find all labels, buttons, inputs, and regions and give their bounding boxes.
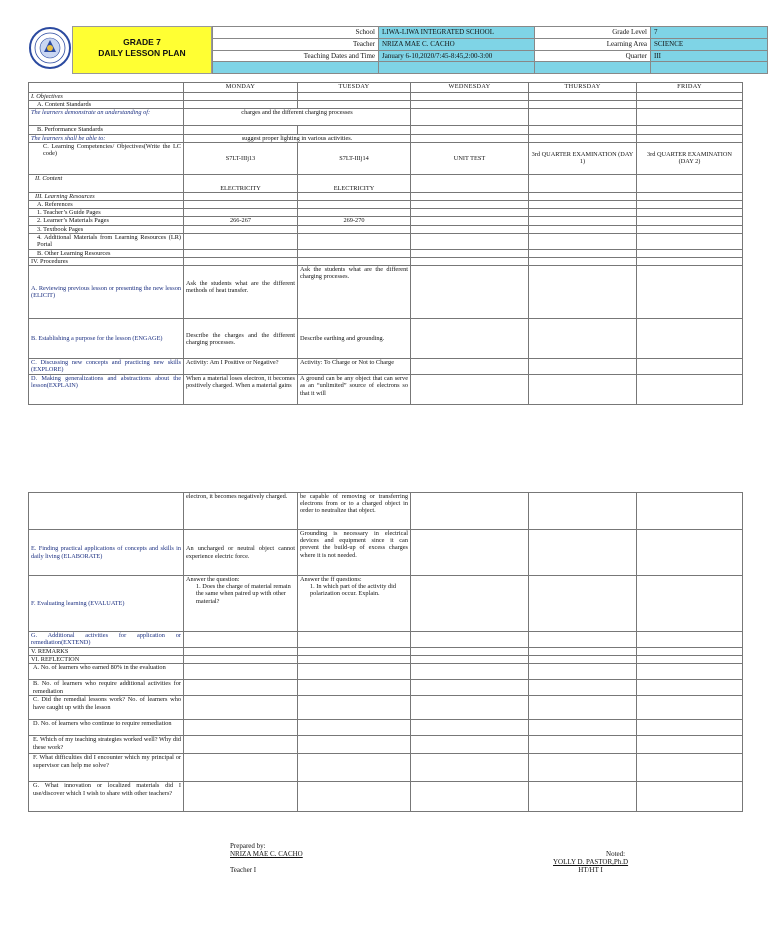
procedure-b-label: B. Establishing a purpose for the lesson (ENGAGE) — [29, 319, 184, 359]
teacher-guide-row: 1. Teacher’s Guide Pages — [29, 209, 184, 217]
procedure-d-tuesday-cont: be capable of removing or transferring electrons from or to a charged object in order to neutralize that object. — [298, 493, 411, 530]
procedure-a-label: A. Reviewing previous lesson or presenting the new lesson (ELICIT) — [29, 266, 184, 319]
objectives-heading: I. Objectives — [29, 93, 184, 101]
reflection-a: A. No. of learners who earned 80% in the evaluation — [29, 664, 184, 680]
procedure-f-tuesday-item: 1. In which part of the activity did polarization occur. Explain. — [310, 583, 397, 598]
reflection-c: C. Did the remedial lessons work? No. of learners who have caught up with the lesson — [29, 696, 184, 720]
procedure-e-tuesday: Grounding is necessary in electrical devices and equipment since it can prevent the build-up of excess charges where it is not needed. — [298, 530, 411, 576]
lesson-table-part1 — [28, 82, 743, 405]
lr-portal-row: 4. Additional Materials from Learning Resources (LR) Portal — [29, 233, 184, 249]
empty-corner-cell — [29, 83, 184, 93]
day-header-wednesday: WEDNESDAY — [411, 83, 529, 93]
content-heading: II. Content — [29, 174, 184, 192]
info-table — [212, 26, 768, 74]
learners-able-label: The learners shall be able to: — [29, 134, 184, 142]
grade-title: GRADE 7 — [123, 37, 161, 47]
teacher-label: Teacher — [213, 38, 379, 50]
reflection-heading: VI. REFLECTION — [29, 656, 184, 664]
competency-monday: S7LT-IIIj13 — [184, 142, 298, 174]
procedure-c-monday: Activity: Am I Positive or Negative? — [184, 359, 298, 375]
learning-area-value: SCIENCE — [651, 38, 768, 50]
day-header-friday: FRIDAY — [637, 83, 743, 93]
procedure-d-monday: When a material loses electron, it becomes positively charged. When a material gains — [184, 375, 298, 405]
grade-level-value: 7 — [651, 27, 768, 39]
school-label: School — [213, 27, 379, 39]
learner-materials-row: 2. Learner’s Materials Pages — [29, 217, 184, 225]
procedure-f-monday-item: 1. Does the charge of material remain the same when paired up with other material? — [196, 583, 291, 605]
school-value: LIWA-LIWA INTEGRATED SCHOOL — [379, 27, 535, 39]
day-header-monday: MONDAY — [184, 83, 298, 93]
procedure-d-label: D. Making generalizations and abstractions about the lesson(EXPLAIN) — [29, 375, 184, 405]
procedure-d-monday-cont: electron, it becomes negatively charged. — [184, 493, 298, 530]
procedure-f-monday — [184, 576, 298, 632]
procedure-e-monday: An uncharged or neutral object cannot experience electric force. — [184, 530, 298, 576]
grade-level-label: Grade Level — [535, 27, 651, 39]
prepared-by-name: NRIZA MAE C. CACHO — [230, 850, 303, 858]
blank-cell — [535, 62, 651, 74]
competency-thursday: 3rd QUARTER EXAMINATION (DAY 1) — [529, 142, 637, 174]
blank-cell — [213, 62, 379, 74]
reflection-g: G. What innovation or localized materials did I use/discover which I wish to share with other teachers? — [29, 782, 184, 812]
quarter-label: Quarter — [535, 50, 651, 62]
competencies-heading: C. Learning Competencies/ Objectives(Write the LC code) — [29, 142, 184, 174]
procedure-g-label: G. Additional activities for application or remediation(EXTEND) — [29, 632, 184, 648]
competency-wednesday: UNIT TEST — [411, 142, 529, 174]
plan-title-box — [72, 26, 212, 74]
reflection-e: E. Which of my teaching strategies worked well? Why did these work? — [29, 736, 184, 754]
lesson-plan-header — [28, 26, 742, 76]
content-standard-text: charges and the different charging processes — [184, 109, 411, 126]
reflection-b: B. No. of learners who require additional activities for remediation — [29, 680, 184, 696]
quarter-value: III — [651, 50, 768, 62]
prepared-by-title: Teacher I — [230, 866, 257, 874]
procedure-b-tuesday: Describe earthing and grounding. — [298, 319, 411, 359]
dates-value: January 6-10,2020/7:45-8:45,2:00-3:00 — [379, 50, 535, 62]
textbook-pages-row: 3. Textbook Pages — [29, 225, 184, 233]
noted-by-block — [553, 850, 628, 874]
blank-cell — [379, 62, 535, 74]
content-tuesday: ELECTRICITY — [298, 174, 411, 192]
procedure-c-label: C. Discussing new concepts and practicing new skills (EXPLORE) — [29, 359, 184, 375]
content-standards-heading: A. Content Standards — [29, 101, 184, 109]
competency-tuesday: S7LT-IIIj14 — [298, 142, 411, 174]
procedure-c-tuesday: Activity: To Charge or Not to Charge — [298, 359, 411, 375]
other-resources-row: B. Other Learning Resources — [29, 249, 184, 257]
dates-label: Teaching Dates and Time — [213, 50, 379, 62]
procedure-f-tuesday-heading: Answer the ff questions: — [300, 576, 362, 583]
procedure-f-tuesday — [298, 576, 411, 632]
day-header-thursday: THURSDAY — [529, 83, 637, 93]
deped-seal-logo — [28, 26, 74, 74]
reflection-f: F. What difficulties did I encounter which my principal or supervisor can help me solve? — [29, 754, 184, 782]
day-header-tuesday: TUESDAY — [298, 83, 411, 93]
procedure-f-monday-heading: Answer the question: — [186, 576, 240, 583]
blank-cell — [651, 62, 768, 74]
prepared-by-label: Prepared by: — [230, 842, 266, 850]
learner-pages-tuesday: 269-270 — [298, 217, 411, 225]
learning-area-label: Learning Area — [535, 38, 651, 50]
performance-standard-text: suggest proper lighting in various activities. — [184, 134, 411, 142]
procedure-f-label: F. Evaluating learning (EVALUATE) — [29, 576, 184, 632]
references-heading: A. References — [29, 201, 184, 209]
learners-demonstrate-label: The learners demonstrate an understanding of: — [29, 109, 184, 126]
prepared-by-block — [230, 842, 303, 874]
procedure-b-monday: Describe the charges and the different charging processes. — [184, 319, 298, 359]
teacher-value: NRIZA MAE C. CACHO — [379, 38, 535, 50]
remarks-heading: V. REMARKS — [29, 648, 184, 656]
procedures-heading: IV. Procedures — [29, 258, 184, 266]
noted-by-title: HT/HT I — [578, 866, 603, 874]
procedure-a-tuesday: Ask the students what are the different charging processes. — [298, 266, 411, 319]
resources-heading: III. Learning Resources — [29, 192, 184, 200]
performance-standards-heading: B. Performance Standards — [29, 126, 184, 134]
plan-title: DAILY LESSON PLAN — [98, 48, 186, 58]
procedure-d-tuesday: A ground can be any object that can serve as an “unlimited” source of electrons so that it will — [298, 375, 411, 405]
reflection-d: D. No. of learners who continue to require remediation — [29, 720, 184, 736]
noted-by-label: Noted: — [606, 850, 626, 858]
competency-friday: 3rd QUARTER EXAMINATION (DAY 2) — [637, 142, 743, 174]
content-monday: ELECTRICITY — [184, 174, 298, 192]
learner-pages-monday: 266-267 — [184, 217, 298, 225]
lesson-table-part2 — [28, 492, 743, 812]
procedure-e-label: E. Finding practical applications of concepts and skills in daily living (ELABORATE) — [29, 530, 184, 576]
procedure-a-monday: Ask the students what are the different methods of heat transfer. — [184, 266, 298, 319]
noted-by-name: YOLLY D. PASTOR,Ph.D — [553, 858, 629, 866]
